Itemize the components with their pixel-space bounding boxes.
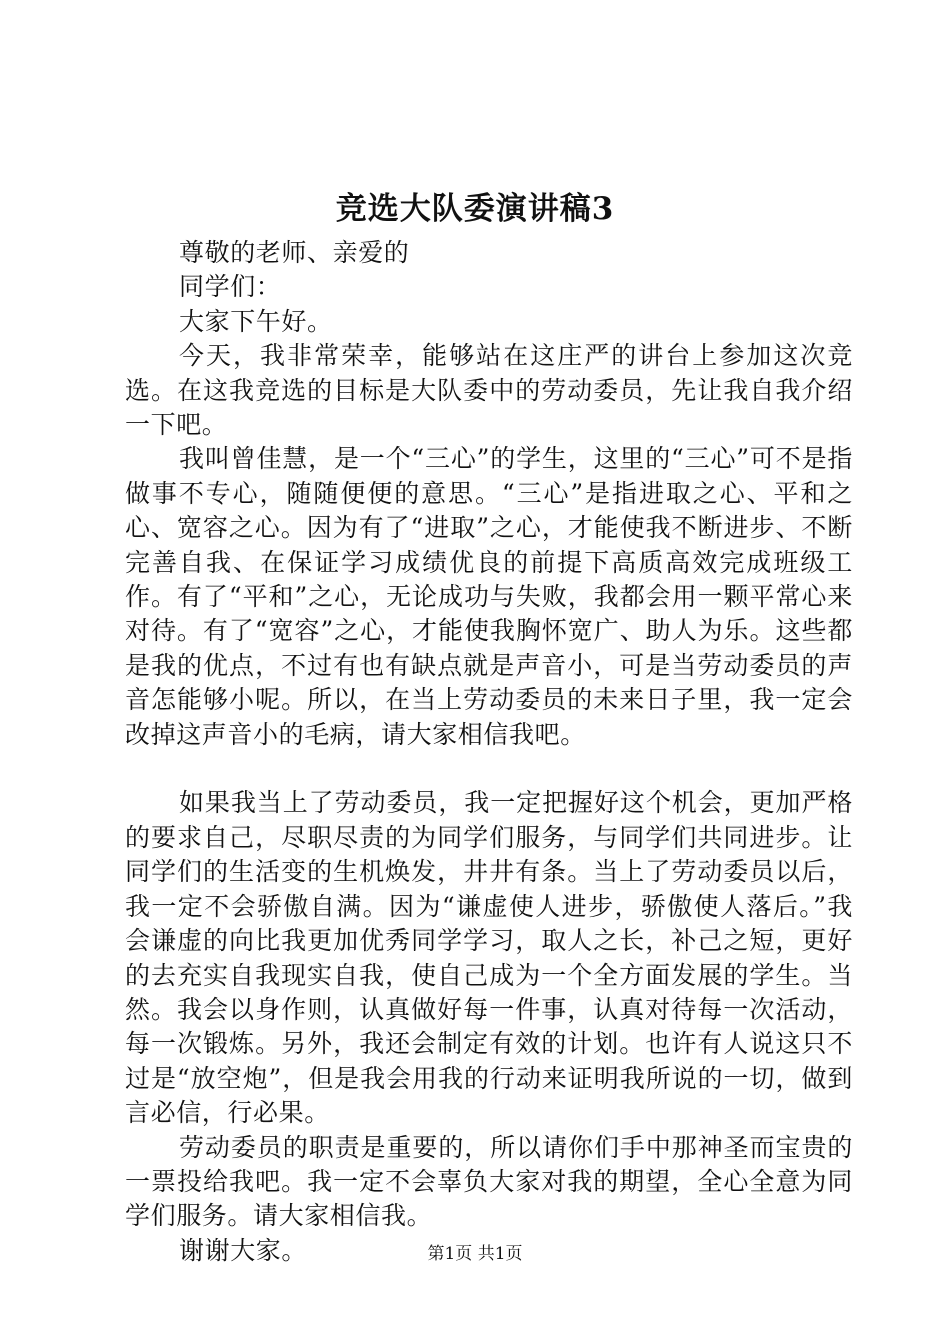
closing-thanks: 谢谢大家。 xyxy=(179,1235,308,1265)
paragraph-spacer xyxy=(125,752,853,786)
paragraph-appeal: 劳动委员的职责是重要的，所以请你们手中那神圣而宝贵的一票投给我吧。我一定不会辜负大家对我的期望，全心全意为同学们服务。请大家相信我。 xyxy=(125,1132,853,1231)
salutation-line-2: 同学们： xyxy=(179,272,282,302)
greeting: 大家下午好。 xyxy=(179,306,333,336)
document-title: 竞选大队委演讲稿3 xyxy=(335,191,615,227)
page-footer: 第1页 共1页 xyxy=(427,1244,523,1264)
salutation-line-1: 尊敬的老师、亲爱的 xyxy=(179,238,410,267)
paragraph-intro: 今天，我非常荣幸，能够站在这庄严的讲台上参加这次竞选。在这我竞选的目标是大队委中的劳动委员，先让我自我介绍一下吧。 xyxy=(125,341,853,440)
document-body xyxy=(125,236,853,1268)
paragraph-self-description: 我叫曾佳慧，是一个“三心”的学生，这里的“三心”可不是指做事不专心，随随便便的意思。“三心”是指进取之心、平和之心、宽容之心。因为有了“进取”之心，才能使我不断进步、不断完善自我、在保证学习成绩优良的前提下高质高效完成班级工作。有了“平和”之心，无论成功与失败，我都会用一颗平常心来对待。有了“宽容”之心，才能使我胸怀宽广、助人为乐。这些都是我的优点，不过有也有缺点就是声音小，可是当劳动委员的声音怎能够小呢。所以，在当上劳动委员的未来日子里，我一定会改掉这声音小的毛病，请大家相信我吧。 xyxy=(125,444,853,749)
paragraph-plans: 如果我当上了劳动委员，我一定把握好这个机会，更加严格的要求自己，尽职尽责的为同学们服务，与同学们共同进步。让同学们的生活变的生机焕发，井井有条。当上了劳动委员以后，我一定不会骄傲自满。因为“谦虚使人进步，骄傲使人落后。”我会谦虚的向比我更加优秀同学学习，取人之长，补己之短，更好的去充实自我现实自我，使自己成为一个全方面发展的学生。当然。我会以身作则，认真做好每一件事，认真对待每一次活动，每一次锻炼。另外，我还会制定有效的计划。也许有人说这只不过是“放空炮”，但是我会用我的行动来证明我所说的一切，做到言必信，行必果。 xyxy=(125,788,853,1128)
